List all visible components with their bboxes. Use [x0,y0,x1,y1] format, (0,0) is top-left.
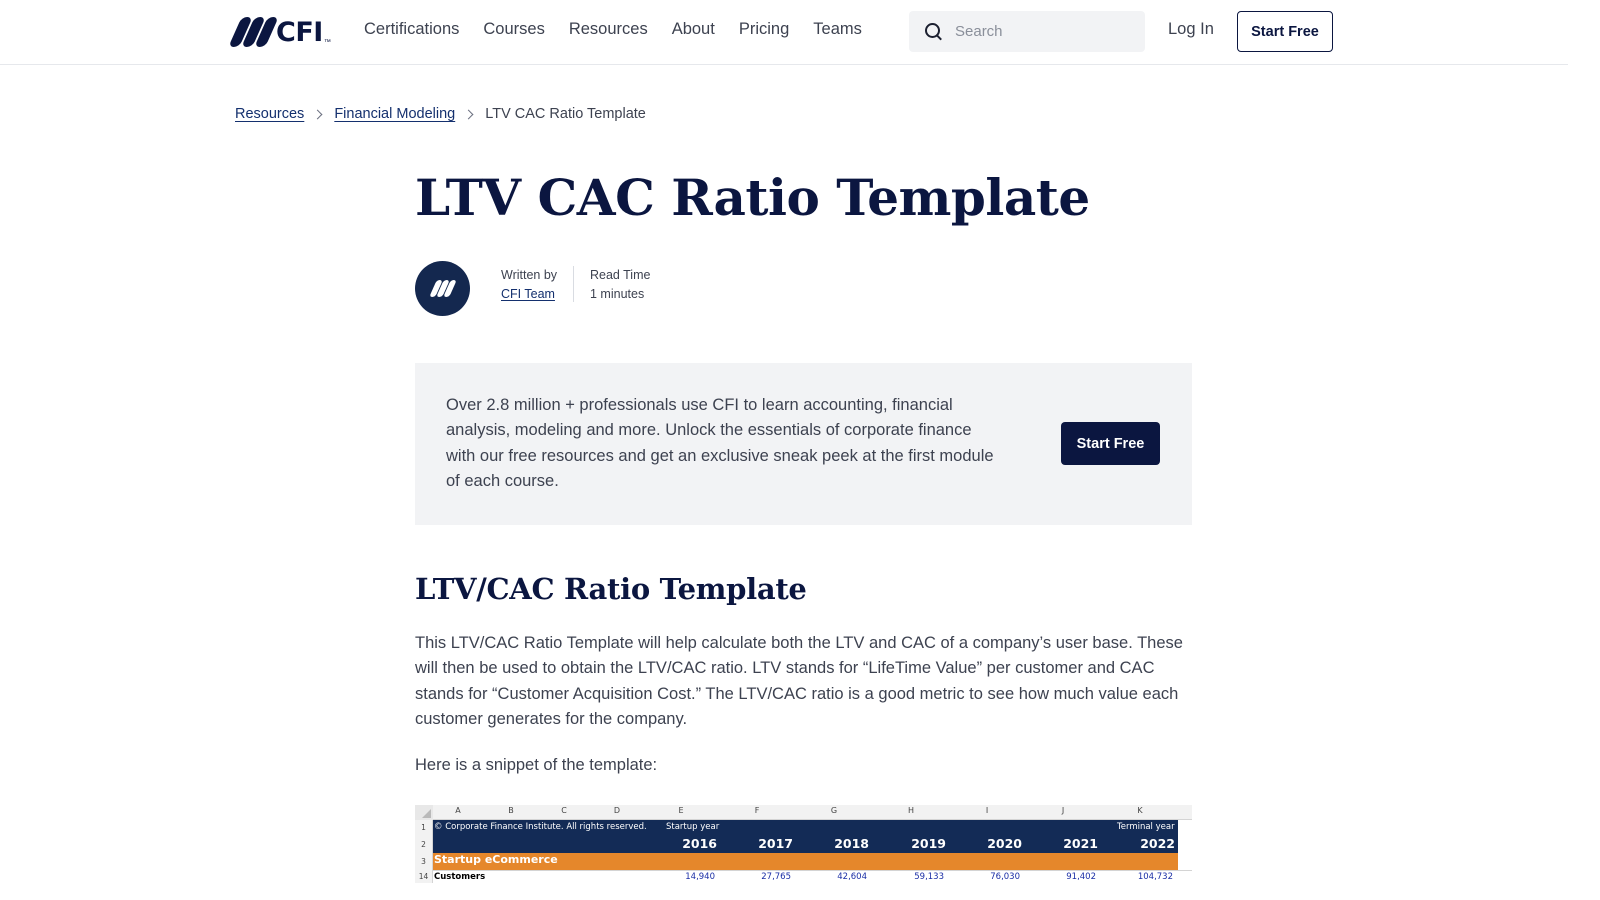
cfi-logo-mark-icon [235,17,272,47]
snippet-intro: Here is a snippet of the template: [415,756,658,774]
top-navigation-bar [0,0,1568,65]
nav-teams[interactable]: Teams [813,20,862,38]
startup-year-label: Startup year [666,822,720,832]
nav-pricing[interactable]: Pricing [738,20,790,38]
read-time-block [590,266,650,304]
column-letter: K [1137,806,1143,815]
customers-value: 91,402 [1066,872,1096,882]
author-avatar [415,261,470,316]
author-link[interactable]: CFI Team [501,287,555,301]
year-cell: 2022 [1140,836,1175,851]
cfi-logo[interactable] [235,15,331,49]
nav-resources[interactable]: Resources [568,20,648,38]
breadcrumb-financial-modeling[interactable]: Financial Modeling [334,106,456,122]
chevron-right-icon [464,109,474,119]
column-letter: H [907,806,914,815]
column-letter: J [1061,806,1065,815]
section-paragraph: This LTV/CAC Ratio Template will help calculate both the LTV and CAC of a company’s user base. These will then be used to obtain the LTV/CAC ratio. LTV stands for “LifeTime Value” per customer and CAC stands for “Customer Acquisition Cost.” The LTV/CAC ratio is a good metric to see how much value each customer generates for the company. [415,634,1183,728]
cfi-logo-mark-icon [433,280,453,297]
nav-about[interactable]: About [671,20,715,38]
year-cell: 2019 [911,836,946,851]
year-cell: 2020 [987,836,1022,851]
row-number: 1 [415,820,433,836]
promo-text: Over 2.8 million + professionals use CFI to learn accounting, financial analysis, modeling and more. Unlock the essentials of corporate finance with our free resources and get an exclusive sneak peek at the first module of each course. [446,396,994,490]
read-time-value: 1 minutes [590,287,645,301]
nav-courses[interactable]: Courses [483,20,545,38]
meta-divider [573,266,574,302]
customers-value: 59,133 [914,872,944,882]
customers-value: 76,030 [990,872,1020,882]
written-by-label: Written by [501,268,558,282]
read-time-label: Read Time [590,268,651,282]
nav-certifications[interactable]: Certifications [364,20,460,38]
year-cell: 2021 [1063,836,1098,851]
breadcrumb-current: LTV CAC Ratio Template [485,106,646,122]
column-header-row [415,805,1192,820]
customers-value: 14,940 [685,872,715,882]
main-nav [364,20,862,39]
customers-value: 42,604 [837,872,867,882]
row-number: 2 [415,836,433,853]
login-link[interactable]: Log In [1168,20,1214,38]
breadcrumb-resources[interactable]: Resources [235,106,305,122]
written-by-block [501,266,557,304]
column-letter: E [678,806,684,815]
customers-value: 104,732 [1137,872,1173,882]
promo-banner [415,363,1192,525]
search-box[interactable] [909,11,1145,52]
copyright-text: © Corporate Finance Institute. All rights reserved. [434,822,647,832]
column-letter: I [985,806,989,815]
search-icon [925,23,943,41]
column-letter: F [754,806,760,815]
customers-label: Customers [434,872,486,882]
company-name: Startup eCommerce [434,853,558,866]
column-letter: D [613,806,621,815]
breadcrumb [235,106,646,122]
row-number: 14 [415,870,433,883]
row-number: 3 [415,853,433,870]
year-cell: 2018 [834,836,869,851]
column-letter: G [830,806,838,815]
column-letter: A [455,806,461,815]
gridline [433,870,1192,871]
terminal-year-label: Terminal year [1117,822,1175,832]
logo-text: CFI [276,16,323,48]
year-cell: 2017 [758,836,793,851]
select-all-corner [415,805,433,820]
search-input[interactable] [955,23,1125,40]
spreadsheet-snippet-image [415,805,1192,883]
year-cell: 2016 [682,836,717,851]
page-title: LTV CAC Ratio Template [415,168,1090,227]
column-letter: C [561,806,567,815]
customers-value: 27,765 [761,872,791,882]
section-heading: LTV/CAC Ratio Template [415,572,807,606]
logo-trademark: ™ [323,39,331,46]
column-letter: B [508,806,514,815]
chevron-right-icon [313,109,323,119]
start-free-promo-button[interactable]: Start Free [1061,422,1160,465]
start-free-header-button[interactable]: Start Free [1237,11,1333,52]
